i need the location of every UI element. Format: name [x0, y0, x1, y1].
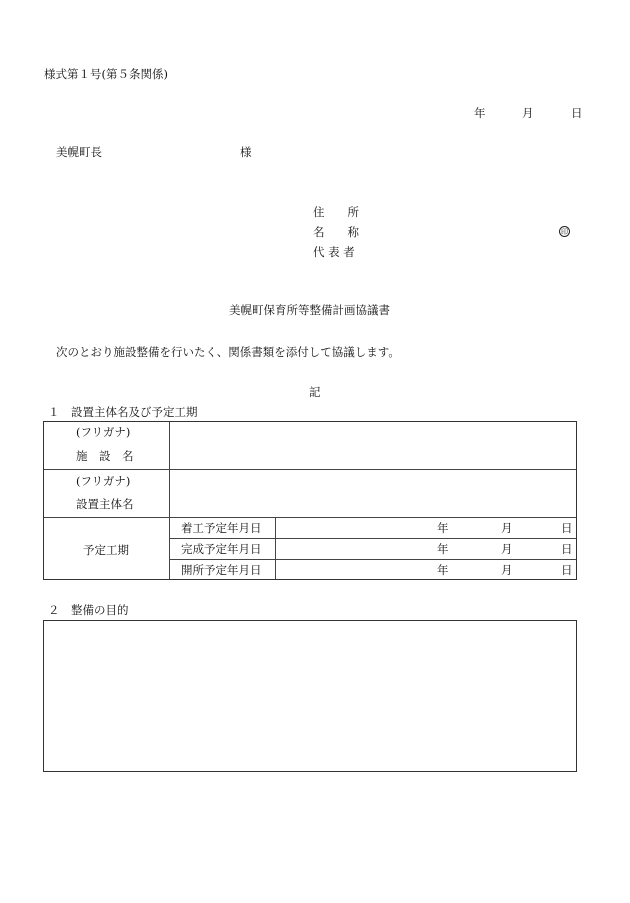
document-title: 美幌町保育所等整備計画協議書: [229, 303, 390, 317]
name-label: 名 称: [313, 225, 359, 239]
opening-year-label: 年: [437, 563, 449, 577]
schedule-table: [43, 421, 577, 580]
date-year-label: 年: [474, 106, 486, 120]
date-month-label: 月: [522, 106, 534, 120]
opening-date-label: 開所予定年月日: [181, 563, 262, 577]
addressee-honorific: 様: [240, 145, 252, 159]
complete-day-label: 日: [561, 542, 573, 556]
start-date-label: 着工予定年月日: [181, 521, 262, 535]
complete-year-label: 年: [437, 542, 449, 556]
form-label: 様式第１号(第５条関係): [44, 67, 168, 81]
complete-month-label: 月: [501, 542, 513, 556]
opening-month-label: 月: [501, 563, 513, 577]
section2-heading: ２ 整備の目的: [48, 603, 129, 617]
ki-label: 記: [309, 385, 321, 399]
representative-label: 代 表 者: [313, 245, 355, 259]
section1-heading: １ 設置主体名及び予定工期: [48, 405, 198, 419]
schedule-label: 予定工期: [83, 543, 129, 557]
founder-name-label: 設置主体名: [76, 497, 134, 511]
start-day-label: 日: [561, 521, 573, 535]
addressee-name: 美幌町長: [56, 145, 102, 159]
facility-name-field[interactable]: [184, 432, 564, 460]
date-day-label: 日: [571, 106, 583, 120]
address-label: 住 所: [313, 205, 359, 219]
opening-day-label: 日: [561, 563, 573, 577]
founder-furigana-label: (フリガナ): [76, 474, 131, 488]
facility-name-label: 施 設 名: [76, 449, 134, 463]
start-month-label: 月: [501, 521, 513, 535]
facility-furigana-label: (フリガナ): [76, 425, 131, 439]
purpose-textarea[interactable]: [43, 620, 577, 772]
complete-date-label: 完成予定年月日: [181, 542, 262, 556]
intro-text: 次のとおり施設整備を行いたく、関係書類を添付して協議します。: [56, 345, 400, 359]
start-year-label: 年: [437, 521, 449, 535]
seal-mark: 印: [561, 228, 568, 236]
founder-name-field[interactable]: [184, 480, 564, 508]
